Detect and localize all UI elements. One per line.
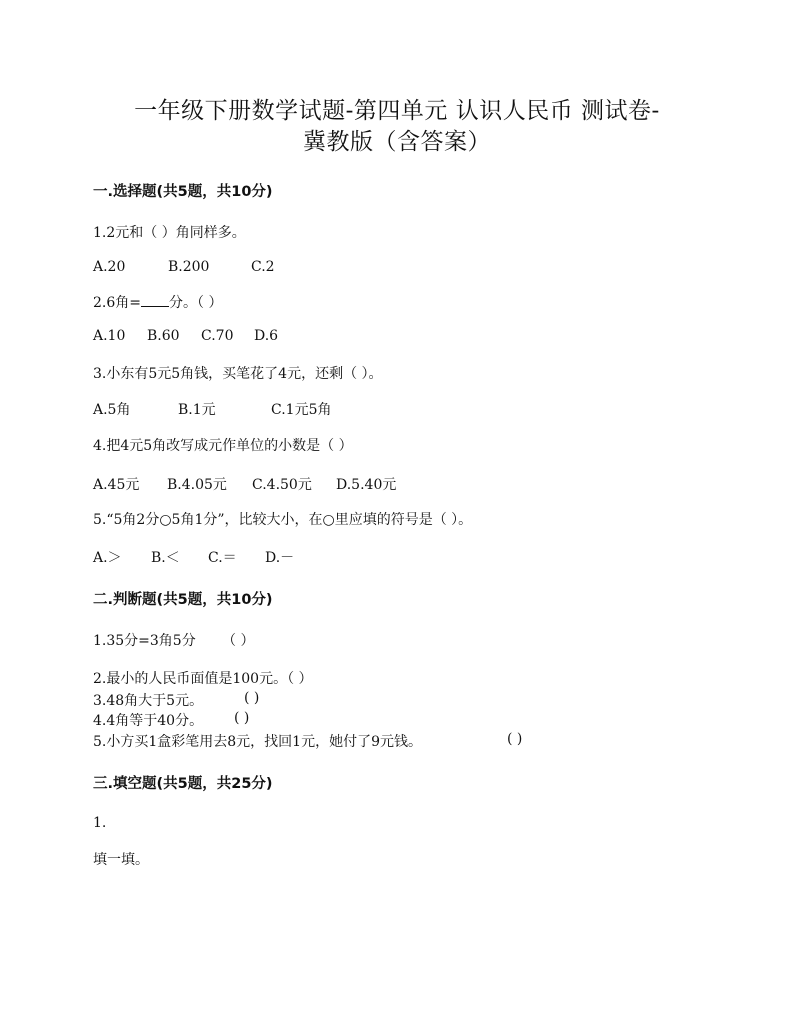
question-5: 5.“5角2分○5角1分”，比较大小，在○里应填的符号是（ ）。: [93, 512, 473, 528]
option-c: C.1元5角: [271, 402, 332, 418]
question-2: [93, 292, 222, 312]
option-b: B.200: [168, 259, 210, 275]
section-heading-fill-in: 三.填空题(共5题，共25分): [93, 776, 273, 792]
page-title-line-1: 一年级下册数学试题-第四单元 认识人民币 测试卷-: [134, 98, 660, 124]
option-b: B.1元: [178, 402, 216, 418]
judgement-1: 1.35分=3角5分: [93, 633, 196, 649]
section-heading-true-false: 二.判断题(共5题，共10分): [93, 592, 273, 608]
option-a: A.＞: [93, 550, 122, 566]
question-3: 3.小东有5元5角钱，买笔花了4元，还剩（ ）。: [93, 366, 383, 382]
option-d: D.－: [265, 550, 295, 566]
question-2-text-after: 分。（ ）: [169, 295, 223, 311]
fill-question-1-number: 1.: [93, 815, 107, 831]
page-title-line-2: 冀教版（含答案）: [303, 129, 491, 155]
section-heading-multiple-choice: 一.选择题(共5题，共10分): [93, 184, 273, 200]
option-c: C.70: [201, 328, 234, 344]
option-a: A.20: [93, 259, 126, 275]
option-b: B.60: [147, 328, 180, 344]
option-c: C.4.50元: [252, 477, 312, 493]
option-b: B.＜: [151, 550, 180, 566]
option-c: C.2: [251, 259, 275, 275]
option-a: A.10: [93, 328, 126, 344]
judgement-1-answer-paren: （ ）: [222, 633, 255, 649]
option-c: C.＝: [208, 550, 237, 566]
judgement-5-answer-paren: ( ): [507, 731, 523, 747]
question-4: 4.把4元5角改写成元作单位的小数是（ ）: [93, 438, 353, 454]
option-a: A.5角: [93, 402, 131, 418]
judgement-4-answer-paren: ( ): [234, 710, 250, 726]
question-1: 1.2元和（ ）角同样多。: [93, 225, 246, 241]
fill-question-1-text: 填一填。: [93, 852, 149, 868]
judgement-3-answer-paren: ( ): [244, 690, 260, 706]
judgement-2: 2.最小的人民币面值是100元。（ ）: [93, 671, 313, 687]
question-2-text-before: 2.6角=: [93, 295, 141, 311]
option-d: D.5.40元: [336, 477, 397, 493]
judgement-3: 3.48角大于5元。: [93, 693, 204, 709]
judgement-5: 5.小方买1盒彩笔用去8元，找回1元，她付了9元钱。: [93, 734, 422, 750]
option-a: A.45元: [93, 477, 140, 493]
option-d: D.6: [254, 328, 279, 344]
option-b: B.4.05元: [167, 477, 227, 493]
judgement-4: 4.4角等于40分。: [93, 713, 204, 729]
answer-blank: [141, 294, 169, 307]
